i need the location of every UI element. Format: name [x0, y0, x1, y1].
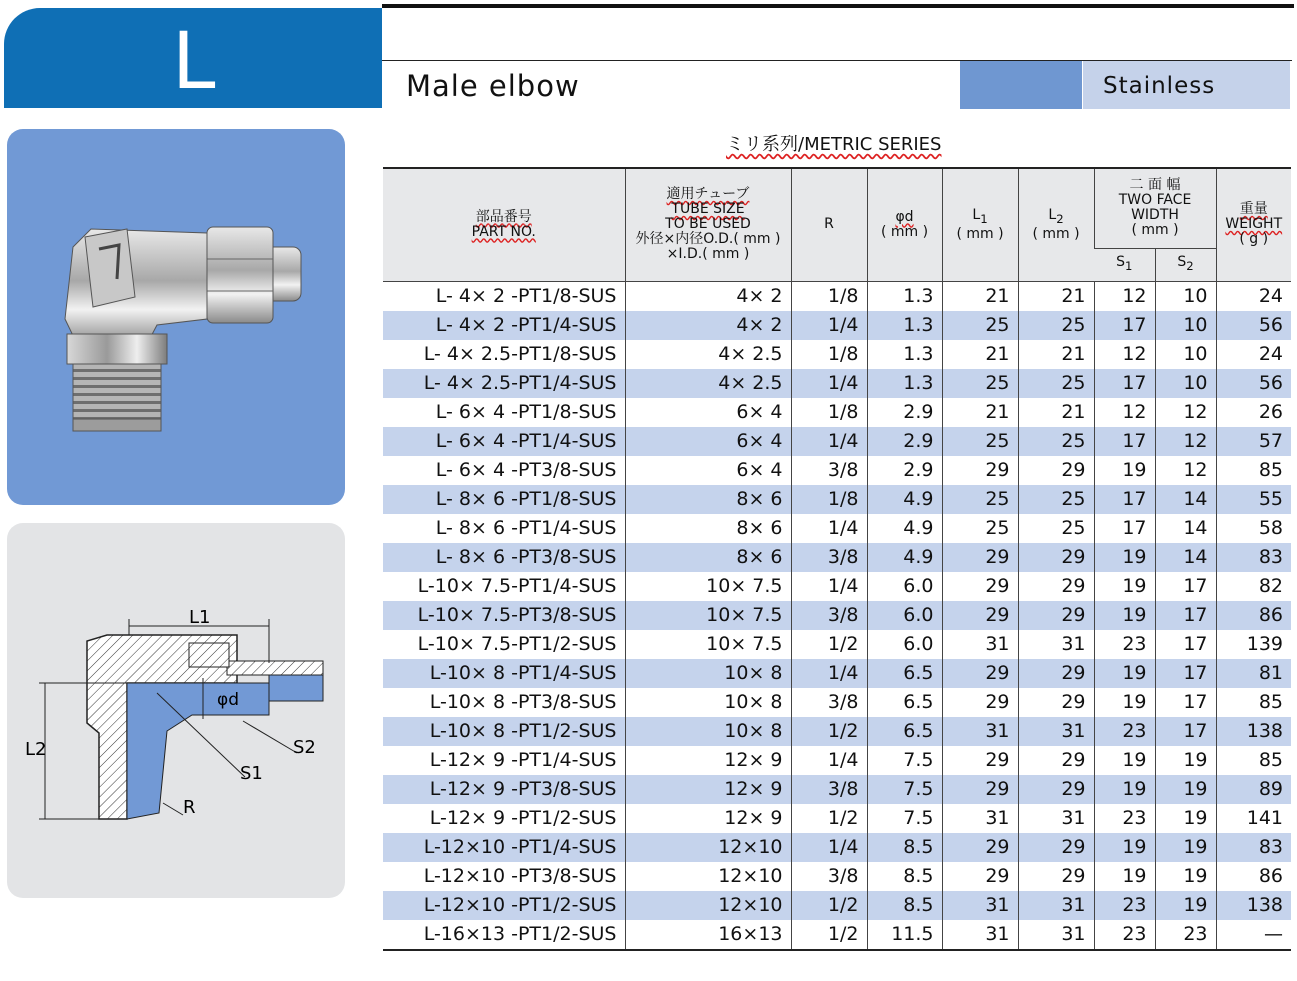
table-row — [383, 369, 1291, 398]
cell-weight: 81 — [1216, 659, 1291, 688]
cell-tube-size: 8× 6 — [625, 514, 791, 543]
cell-l2: 21 — [1018, 281, 1094, 311]
cell-l2: 29 — [1018, 543, 1094, 572]
material-box — [1083, 61, 1290, 109]
cell-weight: 56 — [1216, 311, 1291, 340]
cell-l2: 29 — [1018, 659, 1094, 688]
cell-r: 1/4 — [791, 514, 867, 543]
cell-weight: 82 — [1216, 572, 1291, 601]
col-tube-jp: 適用チューブ — [666, 186, 750, 203]
cell-phid: 1.3 — [867, 340, 942, 369]
cell-l1: 29 — [942, 746, 1018, 775]
cell-s2: 17 — [1155, 630, 1216, 659]
table-row — [383, 833, 1291, 862]
cell-weight: 85 — [1216, 688, 1291, 717]
col-tube-size — [625, 168, 791, 281]
cell-s1: 19 — [1094, 746, 1155, 775]
cell-s2: 19 — [1155, 804, 1216, 833]
cell-l2: 25 — [1018, 427, 1094, 456]
cell-weight: 26 — [1216, 398, 1291, 427]
cell-s2: 17 — [1155, 688, 1216, 717]
cell-weight: 58 — [1216, 514, 1291, 543]
cell-l1: 31 — [942, 891, 1018, 920]
cell-weight: 138 — [1216, 891, 1291, 920]
cell-s2: 17 — [1155, 659, 1216, 688]
title-box — [382, 61, 960, 109]
cell-part-no: L-12×10 -PT1/4-SUS — [383, 833, 625, 862]
cell-part-no: L- 4× 2.5-PT1/4-SUS — [383, 369, 625, 398]
cell-part-no: L- 8× 6 -PT1/8-SUS — [383, 485, 625, 514]
cell-phid: 1.3 — [867, 369, 942, 398]
product-title: Male elbow — [406, 69, 580, 103]
drawing-label-r: R — [183, 797, 196, 818]
cell-s1: 19 — [1094, 572, 1155, 601]
cell-part-no: L- 4× 2.5-PT1/8-SUS — [423, 343, 617, 365]
cell-s1: 17 — [1094, 427, 1155, 456]
drawing-label-phid: φd — [217, 690, 240, 710]
cell-s1: 12 — [1094, 398, 1155, 427]
cell-tube-size: 10× 8 — [625, 717, 791, 746]
cell-weight: — — [1216, 920, 1291, 950]
cell-tube-size: 12× 9 — [625, 746, 791, 775]
cell-tube-size: 12×10 — [625, 862, 791, 891]
col-part-en: PART NO. — [471, 223, 536, 240]
cell-l1: 29 — [942, 775, 1018, 804]
cell-weight: 83 — [1216, 543, 1291, 572]
table-row — [383, 572, 1291, 601]
cell-s1: 23 — [1094, 630, 1155, 659]
cell-tube-size: 12×10 — [625, 833, 791, 862]
cell-l2: 29 — [1018, 775, 1094, 804]
col-s2 — [1155, 248, 1216, 281]
cell-l1: 25 — [942, 311, 1018, 340]
cell-s2: 19 — [1155, 746, 1216, 775]
cell-phid: 2.9 — [867, 456, 942, 485]
cell-part-no: L-10× 8 -PT3/8-SUS — [429, 691, 617, 713]
cell-tube-size: 4× 2.5 — [625, 340, 791, 369]
cell-part-no: L- 4× 2 -PT1/4-SUS — [383, 311, 625, 340]
cell-s1: 23 — [1094, 891, 1155, 920]
cell-part-no: L- 6× 4 -PT1/4-SUS — [383, 427, 625, 456]
cell-l1: 29 — [942, 688, 1018, 717]
cell-s2: 10 — [1155, 340, 1216, 369]
series-caption — [726, 130, 941, 156]
cell-r: 1/2 — [791, 630, 867, 659]
cell-s1: 19 — [1094, 659, 1155, 688]
cell-s1: 19 — [1094, 775, 1155, 804]
col-tube-en1: TUBE SIZE — [671, 201, 745, 218]
cell-tube-size: 4× 2.5 — [625, 369, 791, 398]
table-row — [383, 717, 1291, 746]
table-row — [383, 601, 1291, 630]
cell-part-no: L-10× 8 -PT1/4-SUS — [383, 659, 625, 688]
cell-phid: 4.9 — [867, 485, 942, 514]
cell-r: 3/8 — [791, 775, 867, 804]
table-row — [383, 775, 1291, 804]
col-s1-label: S — [1116, 254, 1125, 271]
cell-phid: 6.5 — [867, 688, 942, 717]
col-l2 — [1018, 168, 1094, 281]
col-weight-jp: 重量 — [1239, 201, 1268, 218]
cell-l2: 25 — [1018, 369, 1094, 398]
cell-l1: 31 — [942, 630, 1018, 659]
col-l1-sub: 1 — [980, 211, 988, 226]
cell-part-no: L-12× 9 -PT1/4-SUS — [429, 749, 617, 771]
cell-s1: 19 — [1094, 833, 1155, 862]
cell-s1: 19 — [1094, 862, 1155, 891]
cell-part-no: L- 8× 6 -PT1/4-SUS — [435, 517, 617, 539]
cell-s2: 14 — [1155, 485, 1216, 514]
cell-s1: 23 — [1094, 804, 1155, 833]
series-letter: L — [172, 17, 216, 107]
cell-s1: 17 — [1094, 485, 1155, 514]
table-row — [383, 862, 1291, 891]
cell-phid: 4.9 — [867, 514, 942, 543]
cell-part-no: L-10× 7.5-PT1/4-SUS — [417, 575, 617, 597]
col-twoface-en2: WIDTH — [1131, 207, 1179, 224]
cell-r: 1/4 — [791, 572, 867, 601]
material-label: Stainless — [1103, 73, 1216, 99]
cell-tube-size: 4× 2 — [625, 311, 791, 340]
cell-s1: 12 — [1094, 340, 1155, 369]
spec-table-body — [383, 281, 1291, 950]
cell-tube-size: 4× 2 — [625, 281, 791, 311]
cell-l1: 29 — [942, 572, 1018, 601]
cell-weight: 139 — [1216, 630, 1291, 659]
cell-phid: 1.3 — [867, 281, 942, 311]
cell-weight: 83 — [1216, 833, 1291, 862]
cell-r: 1/4 — [791, 427, 867, 456]
cell-tube-size: 6× 4 — [625, 427, 791, 456]
col-weight-en: WEIGHT — [1225, 216, 1283, 233]
cell-part-no: L- 4× 2 -PT1/8-SUS — [383, 281, 625, 311]
cell-l2: 25 — [1018, 514, 1094, 543]
cell-tube-size: 6× 4 — [625, 456, 791, 485]
header-color-block — [960, 61, 1082, 109]
spec-table — [383, 167, 1291, 951]
cell-l1: 25 — [942, 427, 1018, 456]
cell-l2: 31 — [1018, 920, 1094, 950]
cell-weight: 86 — [1216, 601, 1291, 630]
col-l1-label: L — [972, 206, 981, 223]
cell-phid: 2.9 — [867, 427, 942, 456]
cell-s2: 23 — [1155, 920, 1216, 950]
cell-r: 3/8 — [791, 456, 867, 485]
cell-weight: 85 — [1216, 746, 1291, 775]
cell-phid: 7.5 — [867, 775, 942, 804]
cell-phid: 11.5 — [867, 920, 942, 950]
cell-tube-size: 8× 6 — [625, 543, 791, 572]
cell-s2: 17 — [1155, 572, 1216, 601]
cell-s1: 19 — [1094, 543, 1155, 572]
cell-r: 1/8 — [791, 485, 867, 514]
col-s1-sub: 1 — [1124, 258, 1133, 273]
cell-tube-size: 10× 8 — [625, 688, 791, 717]
cell-r: 1/4 — [791, 311, 867, 340]
cell-s2: 12 — [1155, 427, 1216, 456]
table-row — [383, 746, 1291, 775]
cell-l2: 31 — [1018, 717, 1094, 746]
male-elbow-fitting-illustration — [7, 129, 345, 505]
col-part-no — [383, 168, 625, 281]
table-row — [383, 543, 1291, 572]
dimension-drawing-panel — [7, 523, 345, 898]
product-photo-panel — [7, 129, 345, 505]
cell-s2: 12 — [1155, 398, 1216, 427]
col-two-face-width — [1094, 168, 1216, 248]
cell-l2: 29 — [1018, 688, 1094, 717]
cell-part-no: L-16×13 -PT1/2-SUS — [383, 920, 625, 950]
cell-s2: 19 — [1155, 833, 1216, 862]
cell-l2: 31 — [1018, 804, 1094, 833]
cell-tube-size: 10× 7.5 — [625, 601, 791, 630]
cell-phid: 6.5 — [867, 717, 942, 746]
cell-weight: 57 — [1216, 427, 1291, 456]
col-tube-en2: TO BE USED — [665, 216, 751, 233]
cell-phid: 8.5 — [867, 862, 942, 891]
cell-r: 1/2 — [791, 920, 867, 950]
cell-l2: 31 — [1018, 630, 1094, 659]
cell-r: 3/8 — [791, 862, 867, 891]
cell-tube-size: 10× 7.5 — [625, 572, 791, 601]
cell-s2: 14 — [1155, 543, 1216, 572]
cell-l1: 25 — [942, 485, 1018, 514]
cell-r: 1/2 — [791, 717, 867, 746]
drawing-label-s2: S2 — [293, 737, 316, 758]
cell-tube-size: 10× 8 — [625, 659, 791, 688]
series-label: ミリ系列/METRIC SERIES — [726, 134, 942, 155]
table-row — [383, 688, 1291, 717]
cell-l2: 25 — [1018, 311, 1094, 340]
cell-l1: 25 — [942, 514, 1018, 543]
cell-l2: 29 — [1018, 456, 1094, 485]
col-twoface-jp: 二 面 幅 — [1129, 177, 1181, 194]
cell-part-no: L-12× 9 -PT1/2-SUS — [429, 807, 617, 829]
cell-s1: 19 — [1094, 601, 1155, 630]
col-phid — [867, 168, 942, 281]
cell-s2: 10 — [1155, 369, 1216, 398]
cell-l2: 29 — [1018, 833, 1094, 862]
cell-phid: 8.5 — [867, 891, 942, 920]
cell-l1: 31 — [942, 804, 1018, 833]
table-row — [383, 485, 1291, 514]
drawing-label-s1: S1 — [240, 763, 263, 784]
cell-l2: 29 — [1018, 572, 1094, 601]
cell-phid: 6.0 — [867, 601, 942, 630]
cell-l1: 29 — [942, 659, 1018, 688]
cell-phid: 7.5 — [867, 804, 942, 833]
cell-tube-size: 12× 9 — [625, 775, 791, 804]
cell-part-no: L-12× 9 -PT3/8-SUS — [383, 775, 625, 804]
series-tab — [4, 8, 382, 108]
cell-l1: 29 — [942, 862, 1018, 891]
cell-part-no: L-10× 8 -PT1/2-SUS — [383, 717, 625, 746]
cell-s2: 19 — [1155, 891, 1216, 920]
cell-s1: 17 — [1094, 311, 1155, 340]
cell-weight: 85 — [1216, 456, 1291, 485]
cell-tube-size: 8× 6 — [625, 485, 791, 514]
top-rule — [382, 4, 1294, 8]
table-row — [383, 340, 1291, 369]
cell-r: 3/8 — [791, 688, 867, 717]
col-s2-label: S — [1177, 254, 1187, 271]
col-part-jp: 部品番号 — [475, 208, 532, 225]
table-row — [383, 456, 1291, 485]
cell-weight: 89 — [1216, 775, 1291, 804]
cell-l1: 29 — [942, 543, 1018, 572]
cell-s1: 19 — [1094, 456, 1155, 485]
cell-phid: 7.5 — [867, 746, 942, 775]
cell-weight: 24 — [1216, 340, 1291, 369]
cell-s1: 23 — [1094, 717, 1155, 746]
col-l1-unit: ( mm ) — [956, 225, 1004, 242]
cell-part-no: L-10× 7.5-PT1/2-SUS — [417, 633, 617, 655]
cell-l2: 21 — [1018, 340, 1094, 369]
cell-r: 1/2 — [791, 804, 867, 833]
drawing-label-l2: L2 — [25, 739, 47, 760]
table-row — [383, 920, 1291, 950]
cell-l1: 29 — [942, 456, 1018, 485]
col-weight-unit: ( g ) — [1239, 231, 1269, 248]
table-row — [383, 514, 1291, 543]
table-row — [383, 630, 1291, 659]
cell-l2: 25 — [1018, 485, 1094, 514]
cell-l2: 21 — [1018, 398, 1094, 427]
cell-phid: 6.0 — [867, 572, 942, 601]
cell-r: 1/4 — [791, 746, 867, 775]
cell-weight: 138 — [1216, 717, 1291, 746]
cell-phid: 2.9 — [867, 398, 942, 427]
cell-r: 3/8 — [791, 601, 867, 630]
col-l2-sub: 2 — [1056, 211, 1064, 226]
cell-l1: 29 — [942, 601, 1018, 630]
cell-r: 1/4 — [791, 659, 867, 688]
cell-part-no: L-12×10 -PT1/2-SUS — [383, 891, 625, 920]
col-l2-label: L — [1048, 206, 1057, 223]
table-row — [383, 398, 1291, 427]
table-row — [383, 804, 1291, 833]
cell-r: 1/4 — [791, 833, 867, 862]
dimension-drawing — [7, 523, 345, 898]
col-twoface-en1: TWO FACE — [1118, 192, 1192, 209]
table-row — [383, 659, 1291, 688]
col-s1 — [1094, 248, 1155, 281]
cell-r: 1/4 — [791, 369, 867, 398]
cell-s2: 19 — [1155, 775, 1216, 804]
col-tube-jp2: 外径×内径O.D.( mm ) — [635, 231, 781, 248]
cell-r: 1/8 — [791, 398, 867, 427]
cell-phid: 6.0 — [867, 630, 942, 659]
table-row — [383, 311, 1291, 340]
cell-r: 1/2 — [791, 891, 867, 920]
cell-s2: 10 — [1155, 281, 1216, 311]
cell-s2: 17 — [1155, 717, 1216, 746]
cell-l2: 29 — [1018, 601, 1094, 630]
cell-l2: 31 — [1018, 891, 1094, 920]
cell-phid: 1.3 — [867, 311, 942, 340]
cell-l1: 21 — [942, 340, 1018, 369]
cell-phid: 4.9 — [867, 543, 942, 572]
cell-weight: 55 — [1216, 485, 1291, 514]
cell-r: 1/8 — [791, 281, 867, 311]
cell-s2: 17 — [1155, 601, 1216, 630]
table-row — [383, 891, 1291, 920]
cell-tube-size: 6× 4 — [625, 398, 791, 427]
cell-l2: 29 — [1018, 746, 1094, 775]
cell-r: 1/8 — [791, 340, 867, 369]
col-s2-sub: 2 — [1186, 258, 1194, 273]
cell-s1: 19 — [1094, 688, 1155, 717]
col-weight — [1216, 168, 1291, 281]
cell-l1: 21 — [942, 281, 1018, 311]
cell-s1: 12 — [1094, 281, 1155, 311]
cell-tube-size: 16×13 — [625, 920, 791, 950]
cell-s1: 17 — [1094, 369, 1155, 398]
col-twoface-unit: ( mm ) — [1131, 222, 1179, 239]
cell-phid: 8.5 — [867, 833, 942, 862]
table-row — [383, 427, 1291, 456]
cell-l2: 29 — [1018, 862, 1094, 891]
cell-l1: 21 — [942, 398, 1018, 427]
cell-l1: 25 — [942, 369, 1018, 398]
cell-tube-size: 12×10 — [625, 891, 791, 920]
col-phid-label: φd — [895, 208, 914, 225]
col-r — [791, 168, 867, 281]
col-l1 — [942, 168, 1018, 281]
cell-part-no: L-10× 7.5-PT3/8-SUS — [383, 601, 625, 630]
cell-s2: 14 — [1155, 514, 1216, 543]
table-row — [383, 281, 1291, 311]
cell-part-no: L-12×10 -PT3/8-SUS — [423, 865, 617, 887]
cell-r: 3/8 — [791, 543, 867, 572]
col-r-label: R — [824, 216, 834, 233]
cell-s1: 17 — [1094, 514, 1155, 543]
cell-s2: 10 — [1155, 311, 1216, 340]
col-phid-unit: ( mm ) — [880, 223, 929, 240]
cell-l1: 31 — [942, 920, 1018, 950]
cell-phid: 6.5 — [867, 659, 942, 688]
cell-weight: 56 — [1216, 369, 1291, 398]
cell-weight: 24 — [1216, 281, 1291, 311]
cell-s2: 19 — [1155, 862, 1216, 891]
cell-weight: 86 — [1216, 862, 1291, 891]
cell-weight: 141 — [1216, 804, 1291, 833]
drawing-label-l1: L1 — [189, 607, 211, 628]
cell-part-no: L- 6× 4 -PT3/8-SUS — [435, 459, 617, 481]
cell-part-no: L- 6× 4 -PT1/8-SUS — [435, 401, 617, 423]
cell-l1: 29 — [942, 833, 1018, 862]
cell-tube-size: 10× 7.5 — [625, 630, 791, 659]
cell-tube-size: 12× 9 — [625, 804, 791, 833]
cell-part-no: L- 8× 6 -PT3/8-SUS — [383, 543, 625, 572]
cell-s2: 12 — [1155, 456, 1216, 485]
cell-l1: 31 — [942, 717, 1018, 746]
cell-s1: 23 — [1094, 920, 1155, 950]
col-l2-unit: ( mm ) — [1032, 225, 1080, 242]
col-tube-en3: ×I.D.( mm ) — [666, 246, 750, 263]
